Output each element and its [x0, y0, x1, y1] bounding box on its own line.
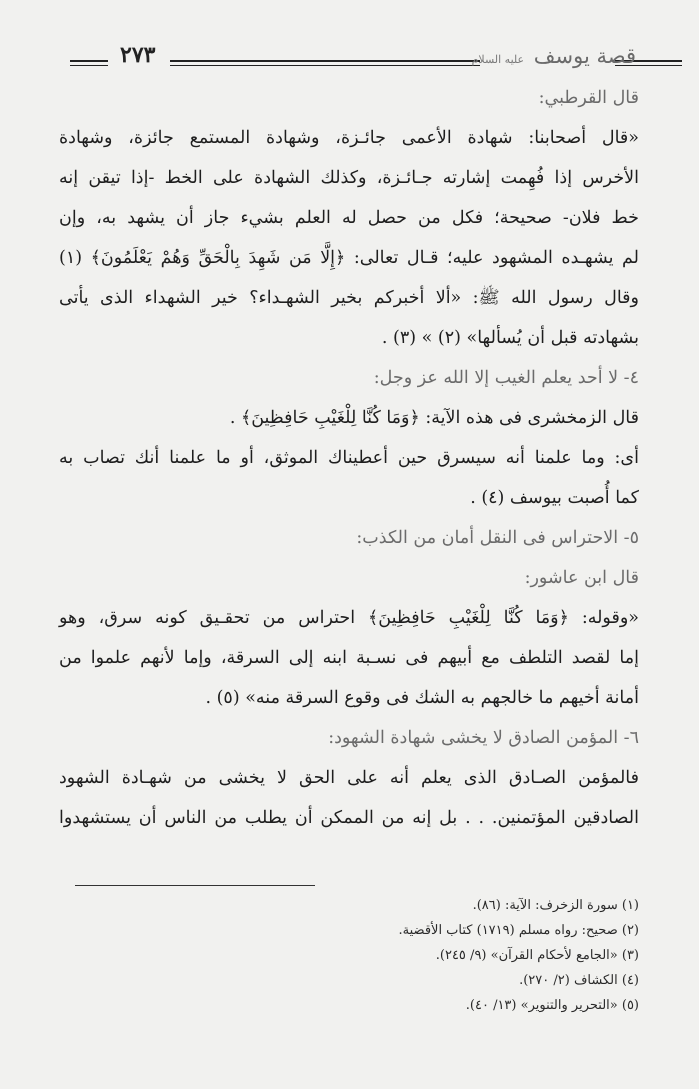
footnotes	[59, 893, 639, 1018]
body-line: قال ابن عاشور:	[524, 568, 639, 588]
footnote: (٣) «الجامع لأحكام القرآن» (٩/ ٢٤٥).	[435, 948, 639, 963]
footnote: (١) سورة الزخرف: الآية: (٨٦).	[472, 898, 639, 913]
header-rule-middle	[170, 60, 480, 62]
body-line: إما لقصد التلطف مع أبيهم فى نسـبة ابنه إلى السرقة، وإما لأنهم علموا من	[59, 648, 639, 668]
running-title-text: قصة يوسف	[533, 44, 636, 68]
footnote: (٢) صحيح: رواه مسلم (١٧١٩) كتاب الأقضية.	[398, 923, 639, 938]
body-line: قال الزمخشرى فى هذه الآية: ﴿وَمَا كُنَّا لِلْغَيْبِ حَافِظِينَ﴾ .	[229, 408, 639, 428]
header-rule-left	[70, 60, 108, 62]
body-line: أى: وما علمنا أنه سيسرق حين أعطيناك الموثق، أو ما علمنا أنك تصاب به	[59, 448, 639, 468]
footnote: (٤) الكشاف (٢/ ٢٧٠).	[519, 973, 639, 988]
footnote-separator	[75, 885, 315, 886]
body-line: أمانة أخيهم ما خالجهم به الشك فى وقوع السرقة منه» (٥) .	[205, 688, 639, 708]
section-heading: ٤- لا أحد يعلم الغيب إلا الله عز وجل:	[373, 368, 639, 388]
body-line: كما أُصبت بيوسف (٤) .	[470, 488, 639, 508]
body-line: الأخرس إذا فُهِمت إشارته جـائـزة، وكذلك الشهادة على الخط -إذا تيقن إنه	[59, 168, 639, 188]
page-number: ٢٧٣	[120, 42, 156, 68]
body-line: بشهادته قبل أن يُسألها» (٢) » (٣) .	[381, 328, 639, 348]
body-line: وقال رسول الله ﷺ: «ألا أخبركم بخير الشهـداء؟ خير الشهداء الذى يأتى	[59, 288, 639, 308]
honorific-ligature: عليه السلام	[471, 53, 525, 66]
body-line: الصادقين المؤتمنين. . . بل إنه من الممكن أن يطلب من الناس أن يستشهدوا	[59, 808, 639, 828]
body-line: فالمؤمن الصـادق الذى يعلم أنه على الحق لا يخشى من شهـادة الشهود	[59, 768, 639, 788]
body-line: خط فلان- صحيحة؛ فكل من حصل له العلم بشيء جاز أن يشهد به، وإن	[59, 208, 639, 228]
running-title	[472, 44, 636, 68]
page-header	[70, 38, 682, 78]
body-line: لم يشهـده المشهود عليه؛ قـال تعالى: ﴿إِلَّا مَن شَهِدَ بِالْحَقِّ وَهُمْ يَعْلَمُونَ﴾ (١)	[59, 248, 639, 268]
section-heading: ٦- المؤمن الصادق لا يخشى شهادة الشهود:	[328, 728, 639, 748]
body-line: قال القرطبي:	[538, 88, 639, 108]
body-line: «قال أصحابنا: شهادة الأعمى جائـزة، وشهادة المستمع جائزة، وشهادة	[59, 128, 639, 148]
body-line: «وقوله: ﴿وَمَا كُنَّا لِلْغَيْبِ حَافِظِينَ﴾ احتراس من تحقـيق كونه سرق، وهو	[59, 608, 639, 628]
section-heading: ٥- الاحتراس فى النقل أمان من الكذب:	[356, 528, 639, 548]
footnote: (٥) «التحرير والتنوير» (١٣/ ٤٠).	[465, 998, 639, 1013]
